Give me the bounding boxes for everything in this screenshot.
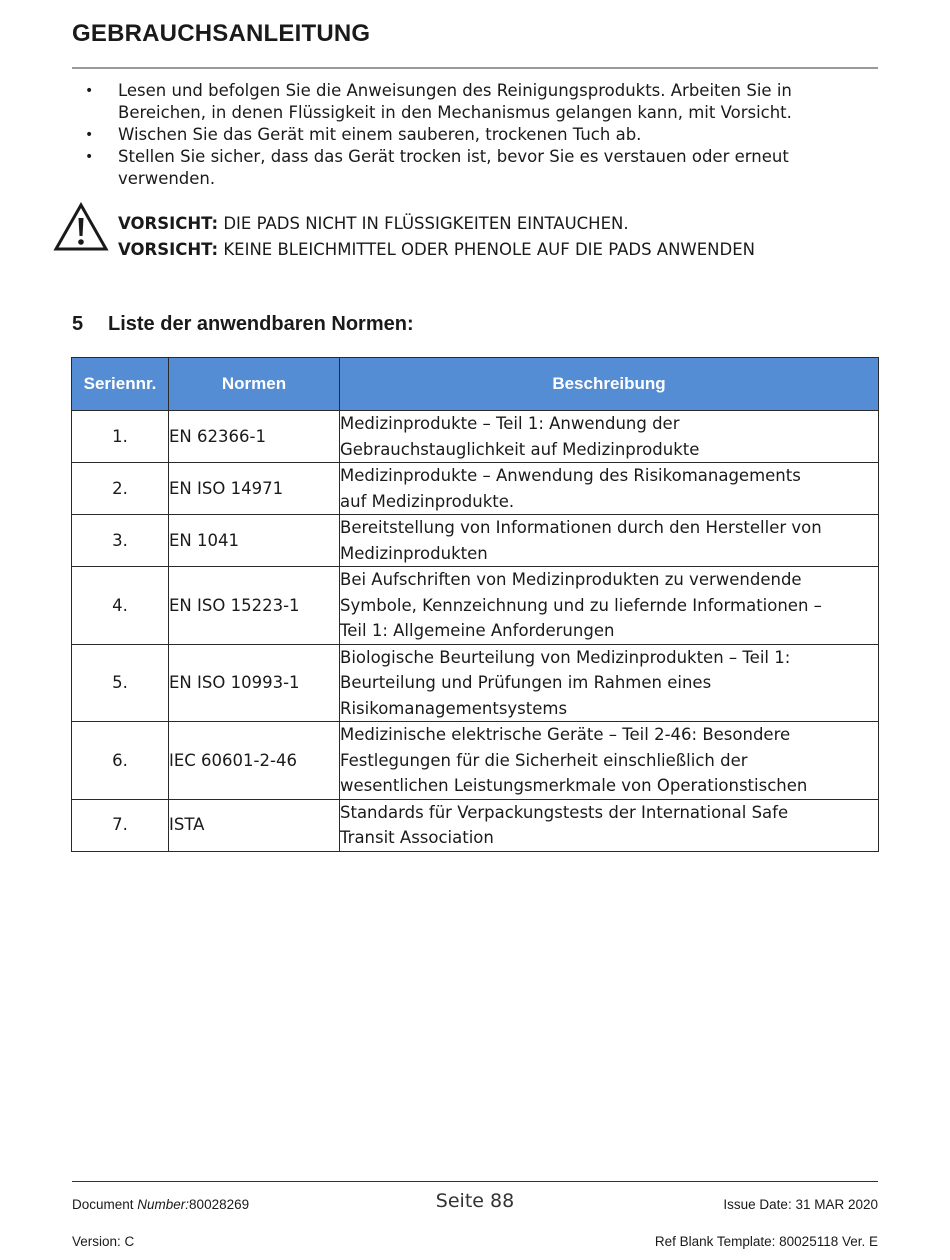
instruction-list: [80, 80, 870, 190]
description-cell: Medizinische elektrische Geräte – Teil 2-46: Besondere Festlegungen für die Sicherheit einschließlich der wesentlichen Leistungsmerkmale von Operationstischen: [340, 722, 879, 800]
serial-cell: 7.: [72, 799, 169, 851]
table-row: [72, 799, 879, 851]
norm-cell: EN ISO 15223-1: [169, 567, 340, 645]
caution-text: KEINE BLEICHMITTEL ODER PHENOLE AUF DIE PADS ANWENDEN: [218, 240, 755, 259]
column-header-serial: Seriennr.: [72, 358, 169, 411]
table-row: [72, 411, 879, 463]
section-title: Liste der anwendbaren Normen:: [108, 313, 414, 335]
caution-text: DIE PADS NICHT IN FLÜSSIGKEITEN EINTAUCHEN.: [218, 214, 629, 233]
serial-cell: 1.: [72, 411, 169, 463]
norm-cell: EN 1041: [169, 515, 340, 567]
norm-cell: EN 62366-1: [169, 411, 340, 463]
document-version: Version: C: [72, 1234, 135, 1249]
section-number: 5: [72, 313, 84, 335]
norm-cell: EN ISO 10993-1: [169, 644, 340, 722]
serial-cell: 5.: [72, 644, 169, 722]
table-row: [72, 515, 879, 567]
description-cell: Medizinprodukte – Anwendung des Risikomanagements auf Medizinprodukte.: [340, 463, 879, 515]
norm-cell: IEC 60601-2-46: [169, 722, 340, 800]
description-cell: Biologische Beurteilung von Medizinprodukten – Teil 1: Beurteilung und Prüfungen im Rahmen eines Risikomanagementsystems: [340, 644, 879, 722]
description-cell: Medizinprodukte – Teil 1: Anwendung der Gebrauchstauglichkeit auf Medizinprodukte: [340, 411, 879, 463]
document-number: Document Number:80028269: [72, 1197, 250, 1212]
caution-line: [118, 239, 755, 261]
warning-triangle-icon: [53, 202, 109, 252]
list-item: • Lesen und befolgen Sie die Anweisungen des Reinigungsprodukts. Arbeiten Sie in Bereichen, in denen Flüssigkeit in den Mechanismus gelangen kann, mit Vorsicht.: [85, 81, 792, 122]
caution-label: VORSICHT:: [118, 214, 219, 233]
serial-cell: 6.: [72, 722, 169, 800]
description-cell: Bereitstellung von Informationen durch den Hersteller von Medizinprodukten: [340, 515, 879, 567]
serial-cell: 4.: [72, 567, 169, 645]
page-number: Seite 88: [435, 1190, 515, 1212]
table-row: [72, 644, 879, 722]
bullet-icon: •: [85, 127, 94, 143]
footer-divider: [72, 1181, 878, 1182]
table-row: [72, 722, 879, 800]
table-row: [72, 567, 879, 645]
issue-date: Issue Date: 31 MAR 2020: [723, 1197, 878, 1212]
bullet-icon: •: [85, 83, 94, 99]
description-cell: Bei Aufschriften von Medizinprodukten zu verwendende Symbole, Kennzeichnung und zu liefernde Informationen – Teil 1: Allgemeine Anforderungen: [340, 567, 879, 645]
table-header-row: [72, 358, 879, 411]
column-header-description: Beschreibung: [340, 358, 879, 411]
header-divider: [72, 67, 878, 69]
list-item: • Stellen Sie sicher, dass das Gerät trocken ist, bevor Sie es verstauen oder erneut verwenden.: [85, 147, 789, 188]
caution-label: VORSICHT:: [118, 240, 219, 259]
page-title: GEBRAUCHSANLEITUNG: [72, 20, 371, 47]
caution-line: [118, 213, 629, 235]
table-row: [72, 463, 879, 515]
column-header-norm: Normen: [169, 358, 340, 411]
standards-table: [71, 357, 879, 852]
norm-cell: EN ISO 14971: [169, 463, 340, 515]
serial-cell: 2.: [72, 463, 169, 515]
template-reference: Ref Blank Template: 80025118 Ver. E: [654, 1234, 878, 1249]
norm-cell: ISTA: [169, 799, 340, 851]
bullet-icon: •: [85, 149, 94, 165]
description-cell: Standards für Verpackungstests der International Safe Transit Association: [340, 799, 879, 851]
list-item: • Wischen Sie das Gerät mit einem sauberen, trockenen Tuch ab.: [85, 125, 642, 144]
serial-cell: 3.: [72, 515, 169, 567]
